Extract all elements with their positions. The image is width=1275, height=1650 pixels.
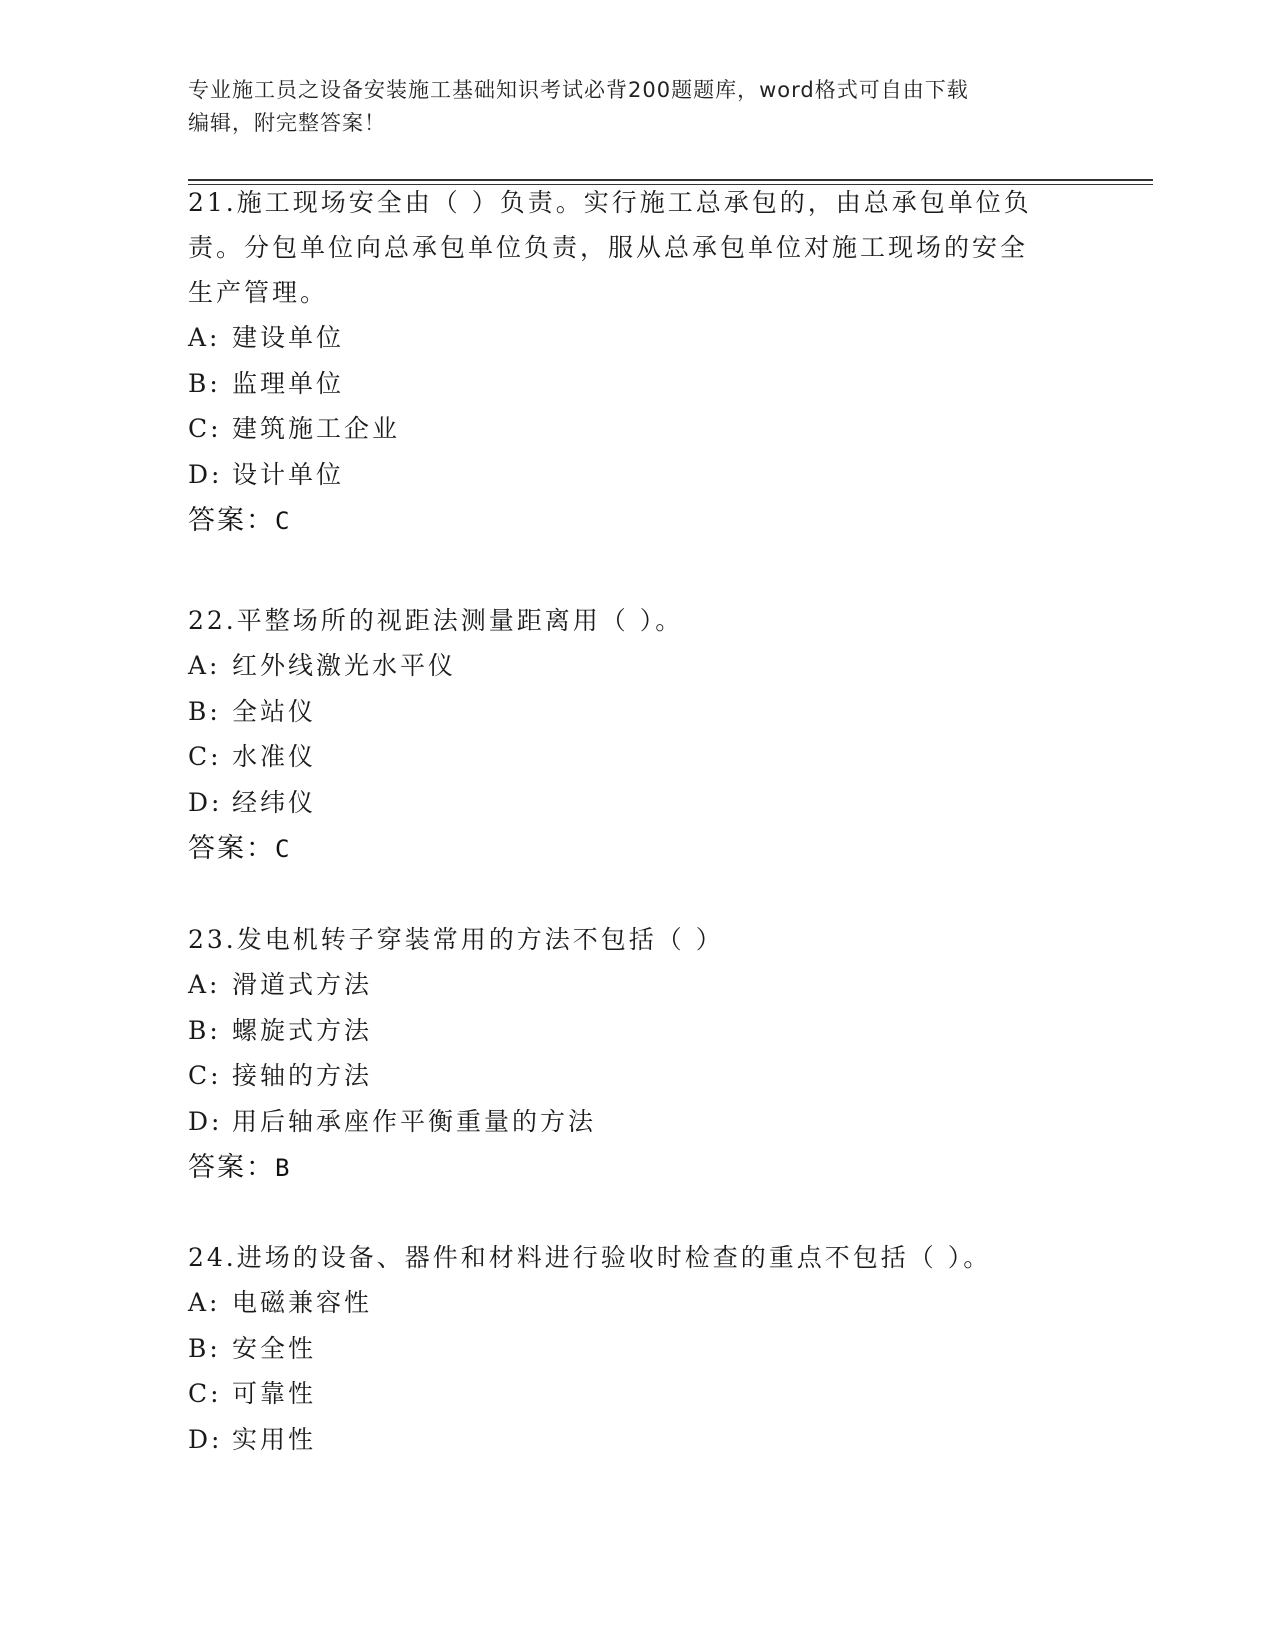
option-a — [188, 643, 1068, 689]
answer-line — [188, 825, 1068, 873]
answer-value: C — [275, 835, 292, 863]
question-stem — [188, 1235, 1068, 1280]
answer-label: 答案： — [188, 833, 275, 864]
option-text: 用后轴承座作平衡重量的方法 — [232, 1106, 597, 1136]
question-stem — [188, 598, 1068, 643]
option-text: 可靠性 — [232, 1379, 317, 1408]
question-21 — [188, 180, 1068, 545]
option-key: D: — [188, 787, 223, 817]
answer-label: 答案： — [188, 1152, 275, 1183]
option-text: 安全性 — [232, 1333, 317, 1363]
option-text: 建筑施工企业 — [232, 414, 401, 443]
option-text: 经纬仪 — [232, 787, 317, 817]
answer-label: 答案： — [188, 505, 275, 536]
option-text: 水准仪 — [232, 742, 317, 771]
option-text: 实用性 — [232, 1424, 317, 1454]
option-text: 接轴的方法 — [232, 1061, 373, 1090]
answer-value: B — [275, 1154, 292, 1182]
option-key: D: — [188, 1106, 223, 1136]
option-key: C: — [188, 742, 222, 771]
question-23 — [188, 917, 1068, 1192]
option-key: C: — [188, 414, 222, 443]
option-a — [188, 1280, 1068, 1326]
option-text: 全站仪 — [232, 696, 317, 726]
option-a — [188, 962, 1068, 1008]
answer-line — [188, 1144, 1068, 1192]
option-text: 螺旋式方法 — [232, 1015, 373, 1045]
header-line-2: 编辑，附完整答案！ — [188, 111, 386, 135]
option-d — [188, 1099, 1068, 1145]
option-b — [188, 1326, 1068, 1372]
option-b — [188, 361, 1068, 407]
document-header — [188, 74, 1088, 140]
answer-line — [188, 497, 1068, 545]
question-stem-line: 23.发电机转子穿装常用的方法不包括（ ） — [188, 925, 724, 954]
option-d — [188, 780, 1068, 826]
question-stem — [188, 917, 1068, 962]
option-key: D: — [188, 1424, 223, 1454]
option-text: 滑道式方法 — [232, 970, 373, 999]
option-key: A: — [188, 323, 221, 352]
option-key: C: — [188, 1379, 222, 1408]
question-stem-line: 责。分包单位向总承包单位负责，服从总承包单位对施工现场的安全 — [188, 233, 1029, 262]
option-c — [188, 1053, 1068, 1099]
option-text: 红外线激光水平仪 — [232, 651, 457, 680]
option-key: B: — [188, 368, 221, 398]
question-stem-line: 生产管理。 — [188, 278, 329, 307]
option-key: A: — [188, 1288, 221, 1317]
option-text: 设计单位 — [232, 459, 345, 489]
option-key: C: — [188, 1061, 222, 1090]
option-c — [188, 1371, 1068, 1417]
option-key: B: — [188, 1333, 221, 1363]
option-key: D: — [188, 459, 223, 489]
option-key: B: — [188, 1015, 221, 1045]
question-stem-line: 21.施工现场安全由（ ）负责。实行施工总承包的，由总承包单位负 — [188, 188, 1032, 217]
question-stem-line: 22.平整场所的视距法测量距离用（ ）。 — [188, 606, 684, 635]
header-line-1: 专业施工员之设备安装施工基础知识考试必背200题题库，word格式可自由下载 — [188, 78, 969, 102]
option-d — [188, 1417, 1068, 1463]
option-b — [188, 689, 1068, 735]
option-c — [188, 734, 1068, 780]
option-c — [188, 406, 1068, 452]
option-text: 建设单位 — [232, 323, 345, 352]
option-key: B: — [188, 696, 221, 726]
question-stem — [188, 180, 1068, 315]
question-stem-line: 24.进场的设备、器件和材料进行验收时检查的重点不包括（ ）。 — [188, 1243, 992, 1272]
option-text: 监理单位 — [232, 368, 345, 398]
option-text: 电磁兼容性 — [232, 1288, 373, 1317]
option-a — [188, 315, 1068, 361]
question-24 — [188, 1235, 1068, 1462]
option-b — [188, 1008, 1068, 1054]
option-key: A: — [188, 651, 221, 680]
option-key: A: — [188, 970, 221, 999]
option-d — [188, 452, 1068, 498]
answer-value: C — [275, 507, 292, 535]
question-22 — [188, 598, 1068, 873]
